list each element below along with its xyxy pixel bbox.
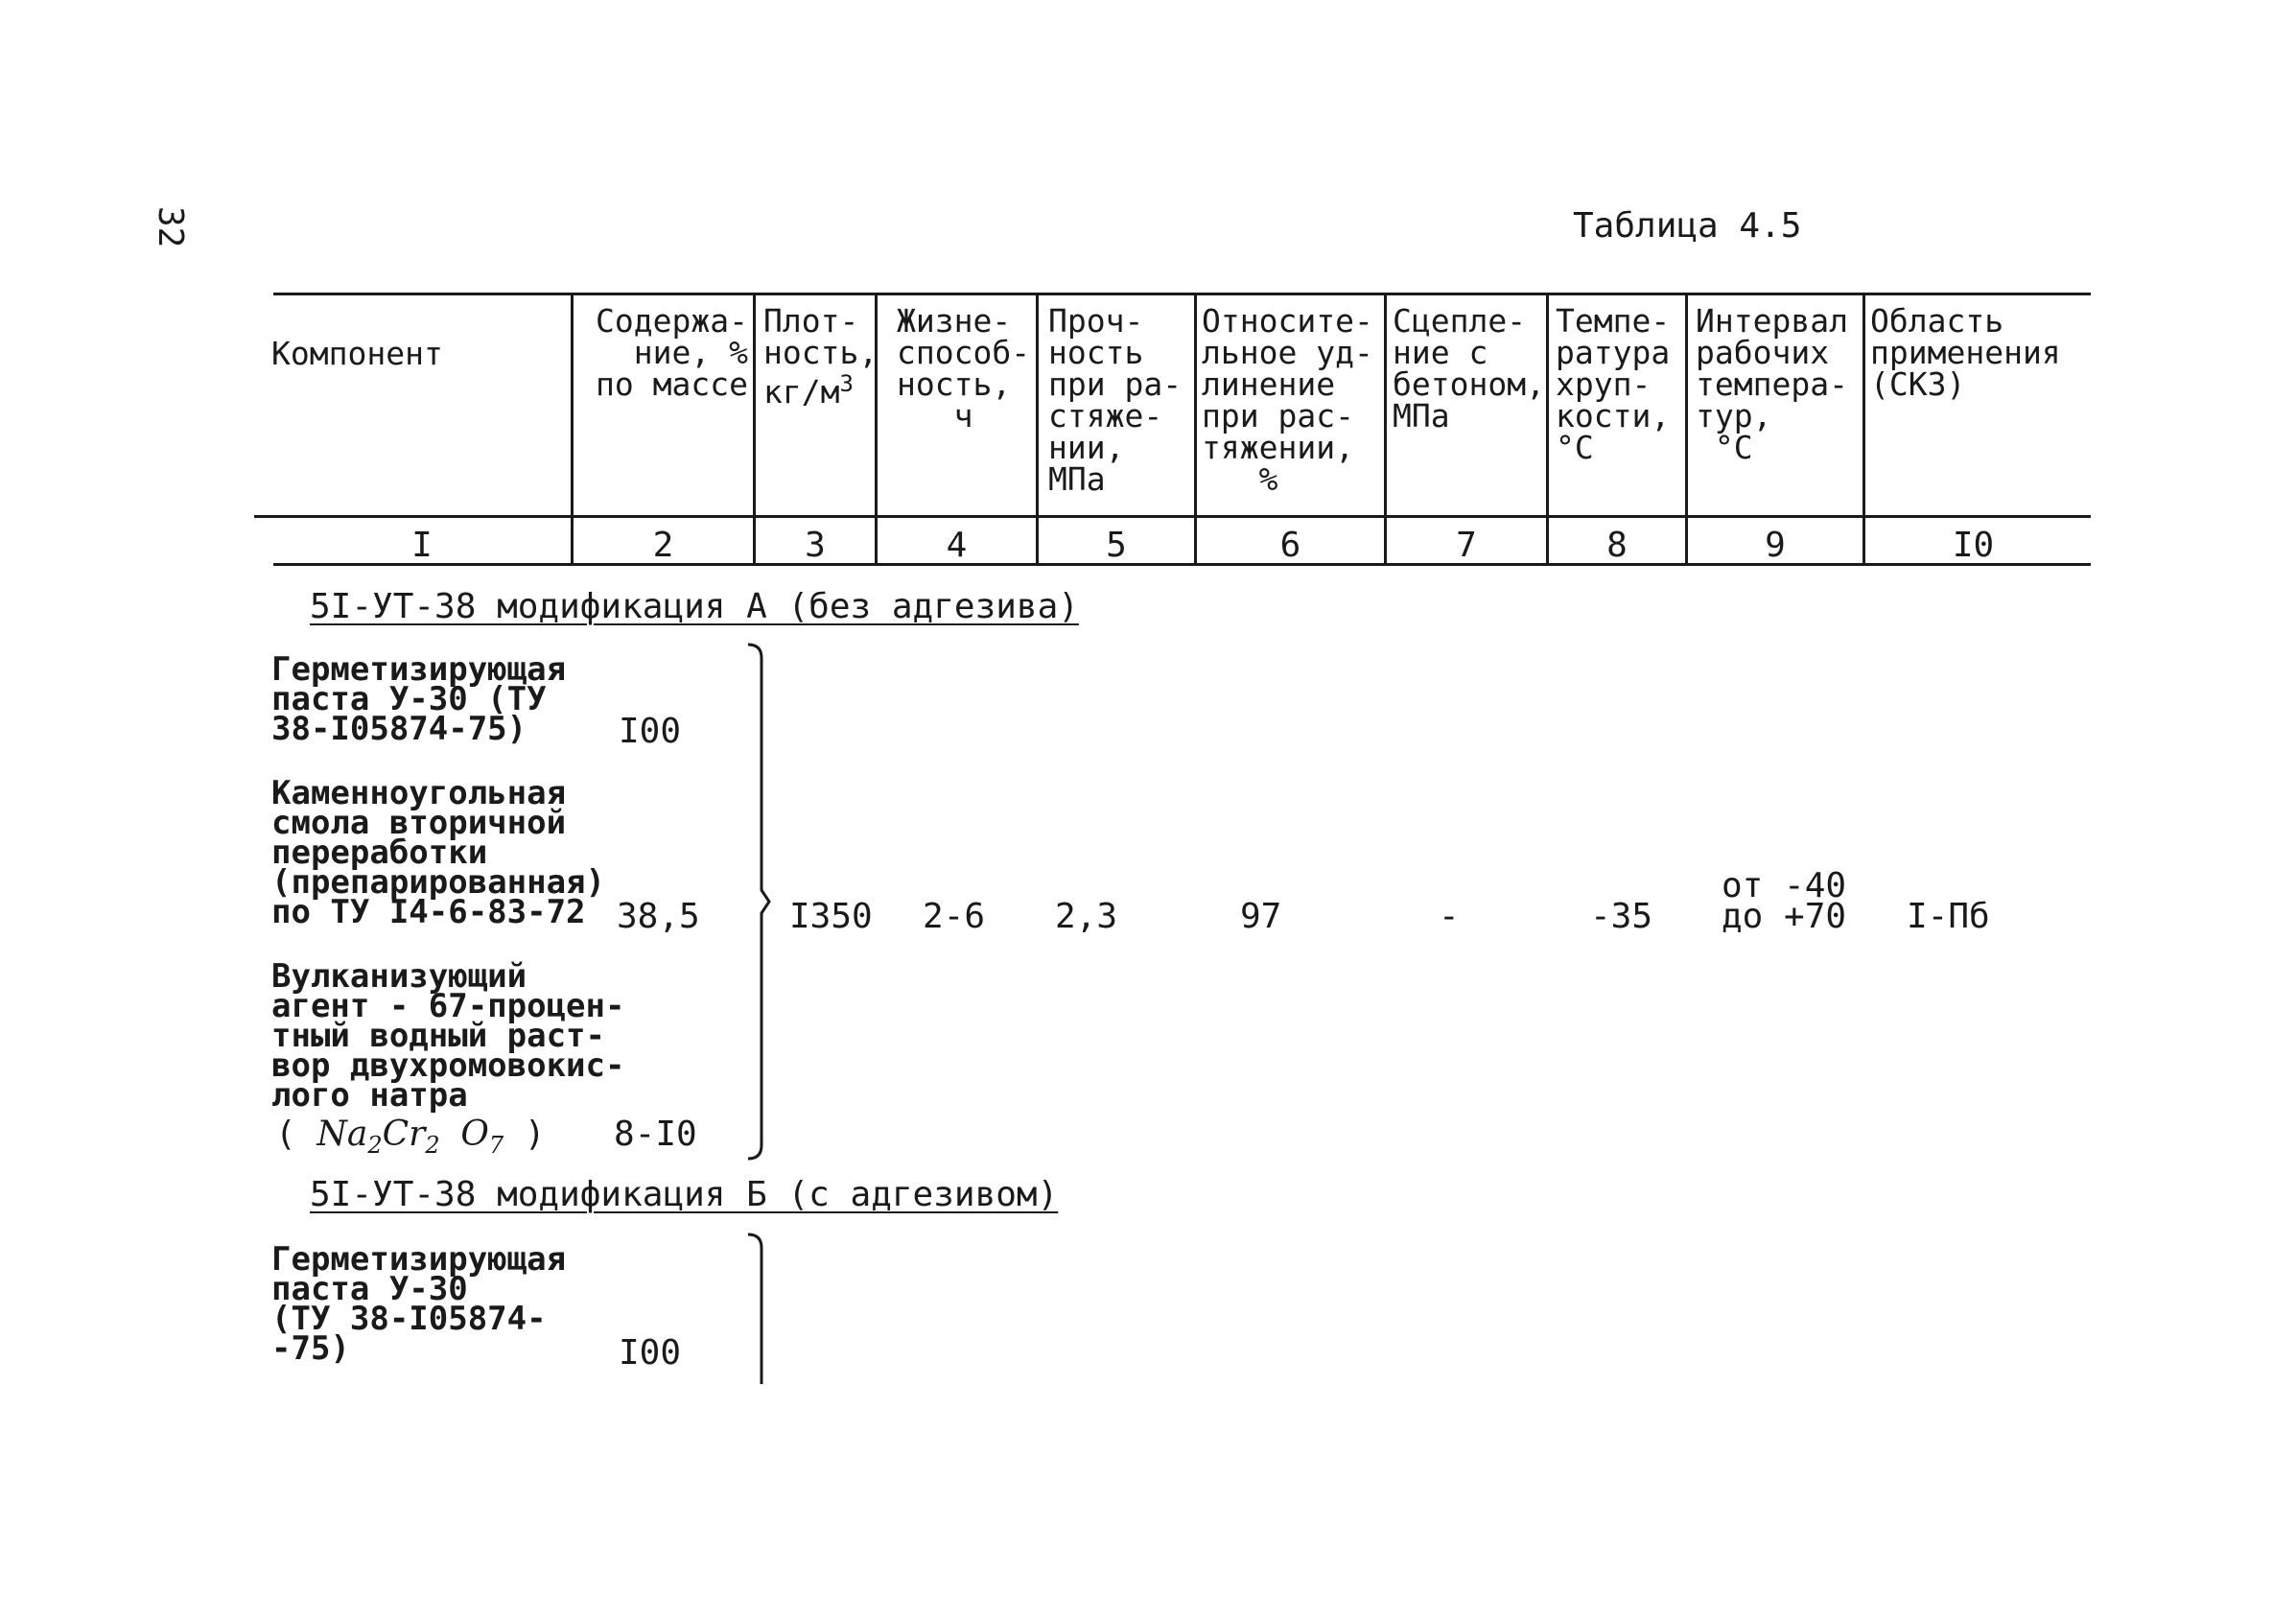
page-number: 32 [151, 206, 190, 248]
column-number: 8 [1606, 526, 1628, 565]
brittleness-temp-value: -35 [1590, 897, 1653, 936]
header-density-superscript: 3 [839, 370, 854, 397]
header-temp-range: Интервал рабочих темпера- тур, °C [1696, 302, 1848, 466]
component-content: I00 [619, 1333, 682, 1373]
component-name: Герметизирующая паста У-30 (ТУ 38-I05874-75) [271, 650, 567, 748]
temp-range-from: от -40 [1722, 866, 1847, 905]
application-value: I-Пб [1907, 897, 1990, 936]
formula-close-paren: ) [524, 1115, 546, 1154]
formula-o-subscript: 7 [488, 1132, 504, 1160]
component-name: Герметизирующая паста У-30 (ТУ 38-I05874- -75) [271, 1240, 567, 1368]
formula-na: Na [316, 1115, 368, 1154]
header-content: Содержа- ние, % по массе [596, 302, 748, 403]
column-number: 4 [946, 526, 968, 565]
section-b-title: 5I-УТ-38 модификация Б (с адгезивом) [310, 1175, 1059, 1214]
header-application: Область применения (СКЗ) [1870, 302, 2061, 403]
formula-cr: Cr [382, 1115, 426, 1154]
component-content: I00 [619, 712, 682, 751]
formula-na-subscript: 2 [367, 1132, 383, 1160]
component-content: 8-I0 [614, 1115, 697, 1154]
header-pot-life: Жизне- способ- ность, ч [897, 302, 1031, 434]
chemical-formula [275, 1115, 546, 1159]
pot-life-value: 2-6 [923, 897, 986, 936]
header-component: Компонент [271, 335, 443, 372]
column-number: I [411, 526, 433, 565]
table-top-rule [273, 293, 2091, 295]
tensile-strength-value: 2,3 [1055, 897, 1118, 936]
component-name: Вулканизующий агент - 67-процен- тный водный раст- вор двухромовокис- лого натра [271, 957, 625, 1115]
header-density-text: Плот- ность, кг/м [763, 302, 879, 411]
column-number: 2 [652, 526, 674, 565]
brace-section-a [738, 643, 777, 1161]
table-label: Таблица 4.5 [1573, 206, 1802, 246]
column-number: 5 [1106, 526, 1127, 565]
column-number: I0 [1952, 526, 1995, 565]
header-bottom-rule [254, 515, 2091, 518]
brace-section-b [738, 1233, 777, 1386]
component-content: 38,5 [617, 897, 700, 936]
header-adhesion: Сцепле- ние с бетоном, МПа [1393, 302, 1545, 434]
header-density [763, 302, 879, 411]
column-number: 6 [1279, 526, 1301, 565]
temp-range-to: до +70 [1722, 897, 1847, 936]
column-number: 3 [805, 526, 826, 565]
formula-cr-subscript: 2 [425, 1132, 440, 1160]
formula-o: O [460, 1115, 489, 1154]
elongation-value: 97 [1240, 897, 1282, 936]
column-number: 9 [1765, 526, 1786, 565]
header-elongation: Относите- льное уд- линение при рас- тяжении, % [1202, 302, 1373, 498]
adhesion-value: - [1439, 897, 1460, 936]
header-brittleness: Темпе- ратура хруп- кости, °C [1556, 302, 1671, 466]
header-tensile-strength: Проч- ность при ра- стяже- нии, МПа [1048, 302, 1183, 498]
density-value: I350 [789, 897, 873, 936]
section-a-title: 5I-УТ-38 модификация А (без адгезива) [310, 587, 1079, 626]
component-name: Каменноугольная смола вторичной переработки (препарированная) по ТУ I4-6-83-72 [271, 774, 605, 931]
formula-open-paren: ( [275, 1115, 296, 1154]
column-number: 7 [1456, 526, 1477, 565]
